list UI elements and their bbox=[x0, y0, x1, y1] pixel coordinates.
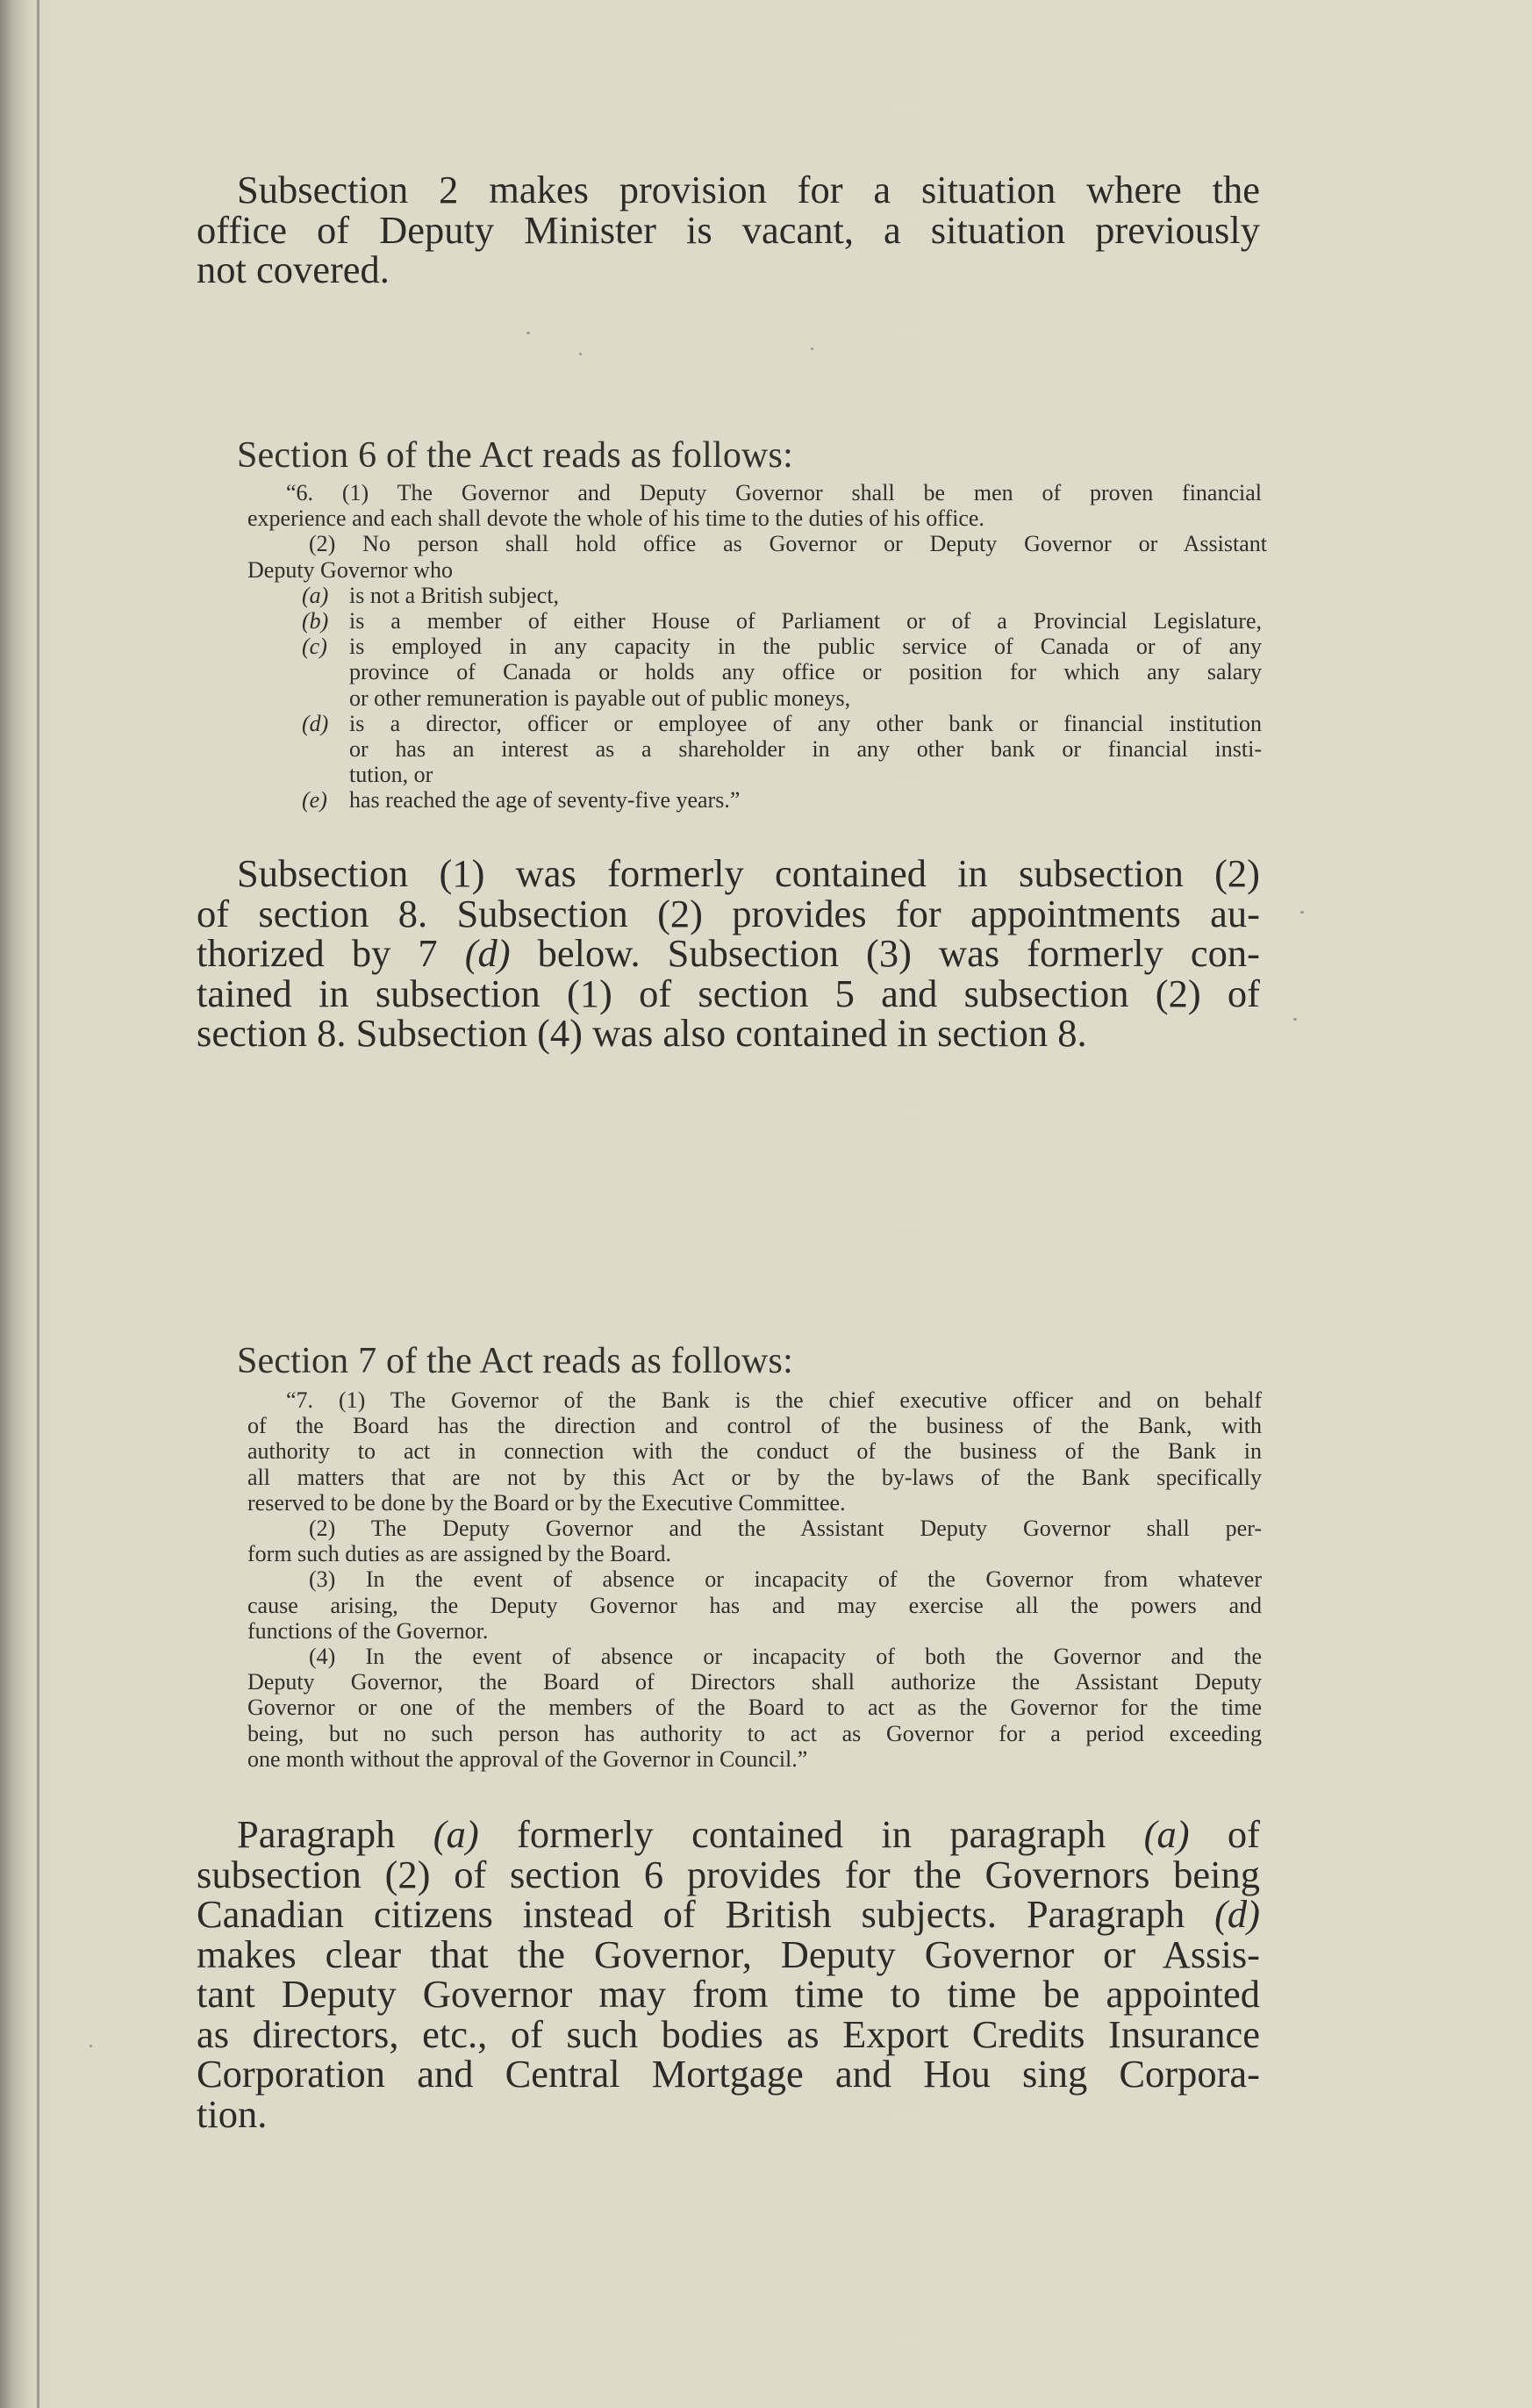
quote-line: of the Board has the direction and control of the business of the Bank, with bbox=[247, 1413, 1262, 1439]
text-line: Paragraph (a) formerly contained in paragraph (a) of bbox=[237, 1812, 1260, 1856]
paper-speck bbox=[1293, 1018, 1297, 1021]
item-label: (a) bbox=[302, 582, 329, 608]
text-line: of section 8. Subsection (2) provides for appointments au- bbox=[197, 891, 1260, 935]
quote-line: form such duties as are assigned by the Board. bbox=[247, 1541, 672, 1567]
section-7-commentary bbox=[197, 1812, 1260, 2136]
quote-line: all matters that are not by this Act or by the by-laws of the Bank specifically bbox=[247, 1464, 1262, 1490]
text-line: Canadian citizens instead of British subjects. Paragraph (d) bbox=[197, 1892, 1260, 1936]
item-text: province of Canada or holds any office or position for which any salary bbox=[349, 659, 1262, 685]
quote-line: functions of the Governor. bbox=[247, 1617, 489, 1644]
item-label: (b) bbox=[302, 608, 329, 634]
item-label: (e) bbox=[302, 787, 327, 813]
intro-paragraph bbox=[197, 170, 1260, 290]
section-6-commentary bbox=[197, 851, 1260, 1055]
quote-line: experience and each shall devote the whole of his time to the duties of his office. bbox=[247, 505, 984, 532]
section-7-heading: Section 7 of the Act reads as follows: bbox=[237, 1341, 793, 1381]
list-item bbox=[247, 608, 1262, 634]
section-7-quote bbox=[247, 1387, 1262, 1772]
item-text: is employed in any capacity in the public service of Canada or of any bbox=[349, 634, 1262, 660]
paper-speck bbox=[811, 348, 813, 350]
quote-line: being, but no such person has authority to act as Governor for a period exceeding bbox=[247, 1720, 1262, 1746]
item-text: is not a British subject, bbox=[349, 582, 560, 608]
item-label: (d) bbox=[302, 710, 329, 736]
text-line: Corporation and Central Mortgage and Hou sing Corpora- bbox=[197, 2052, 1260, 2096]
text-line: tion. bbox=[197, 2091, 268, 2136]
text-line: tant Deputy Governor may from time to time be appointed bbox=[197, 1972, 1260, 2016]
paper-speck bbox=[89, 2045, 92, 2047]
paper-speck bbox=[579, 353, 582, 355]
list-item bbox=[247, 634, 1262, 711]
text-line: thorized by 7 (d) below. Subsection (3) was formerly con- bbox=[197, 931, 1260, 975]
list-item bbox=[247, 711, 1262, 788]
quote-line: reserved to be done by the Board or by the Executive Committee. bbox=[247, 1489, 846, 1516]
quote-line: authority to act in connection with the conduct of the business of the Bank in bbox=[247, 1438, 1262, 1465]
text-line: section 8. Subsection (4) was also contained in section 8. bbox=[197, 1011, 1087, 1055]
binding-edge bbox=[37, 0, 39, 2408]
quote-line: “6. (1) The Governor and Deputy Governor shall be men of proven financial bbox=[286, 480, 1262, 505]
item-text: is a director, officer or employee of any other bank or financial institution bbox=[349, 710, 1262, 736]
text-line: not covered. bbox=[197, 247, 390, 291]
quote-line: Deputy Governor who bbox=[247, 556, 453, 583]
paper-speck bbox=[526, 332, 530, 334]
text-line: Subsection 2 makes provision for a situation where the bbox=[237, 168, 1260, 211]
text-line: subsection (2) of section 6 provides for the Governors being bbox=[197, 1852, 1260, 1896]
quote-line: cause arising, the Deputy Governor has and may exercise all the powers and bbox=[247, 1592, 1262, 1618]
quote-line: (2) No person shall hold office as Governor or Deputy Governor or Assistant bbox=[309, 531, 1267, 557]
item-text: or other remuneration is payable out of public moneys, bbox=[349, 684, 851, 711]
list-item bbox=[247, 583, 1262, 608]
text-line: tained in subsection (1) of section 5 and subsection (2) of bbox=[197, 971, 1260, 1015]
quote-line: (4) In the event of absence or incapacity of both the Governor and the bbox=[309, 1644, 1262, 1670]
quote-line: (3) In the event of absence or incapacity of the Governor from whatever bbox=[309, 1566, 1262, 1593]
section-6-quote bbox=[247, 480, 1267, 813]
quote-line: “7. (1) The Governor of the Bank is the chief executive officer and on behalf bbox=[286, 1387, 1262, 1413]
text-line: makes clear that the Governor, Deputy Governor or Assis- bbox=[197, 1931, 1260, 1976]
quote-line: (2) The Deputy Governor and the Assistant Deputy Governor shall per- bbox=[309, 1516, 1262, 1542]
quote-line: one month without the approval of the Governor in Council.” bbox=[247, 1745, 808, 1772]
text-line: as directors, etc., of such bodies as Export Credits Insurance bbox=[197, 2011, 1260, 2056]
text-line: Subsection (1) was formerly contained in subsection (2) bbox=[237, 851, 1260, 895]
list-item bbox=[247, 787, 1262, 813]
section-6-heading: Section 6 of the Act reads as follows: bbox=[237, 435, 793, 476]
quote-line: Deputy Governor, the Board of Directors shall authorize the Assistant Deputy bbox=[247, 1669, 1262, 1695]
quote-line: Governor or one of the members of the Board to act as the Governor for the time bbox=[247, 1695, 1262, 1721]
item-label: (c) bbox=[302, 634, 327, 660]
item-text: is a member of either House of Parliament or of a Provincial Legislature, bbox=[349, 608, 1262, 634]
item-text: tution, or bbox=[349, 762, 433, 788]
paper-speck bbox=[1300, 911, 1304, 914]
text-line: office of Deputy Minister is vacant, a situation previously bbox=[197, 207, 1260, 252]
item-text: has reached the age of seventy-five years.” bbox=[349, 787, 741, 813]
item-text: or has an interest as a shareholder in any other bank or financial insti- bbox=[349, 736, 1262, 763]
